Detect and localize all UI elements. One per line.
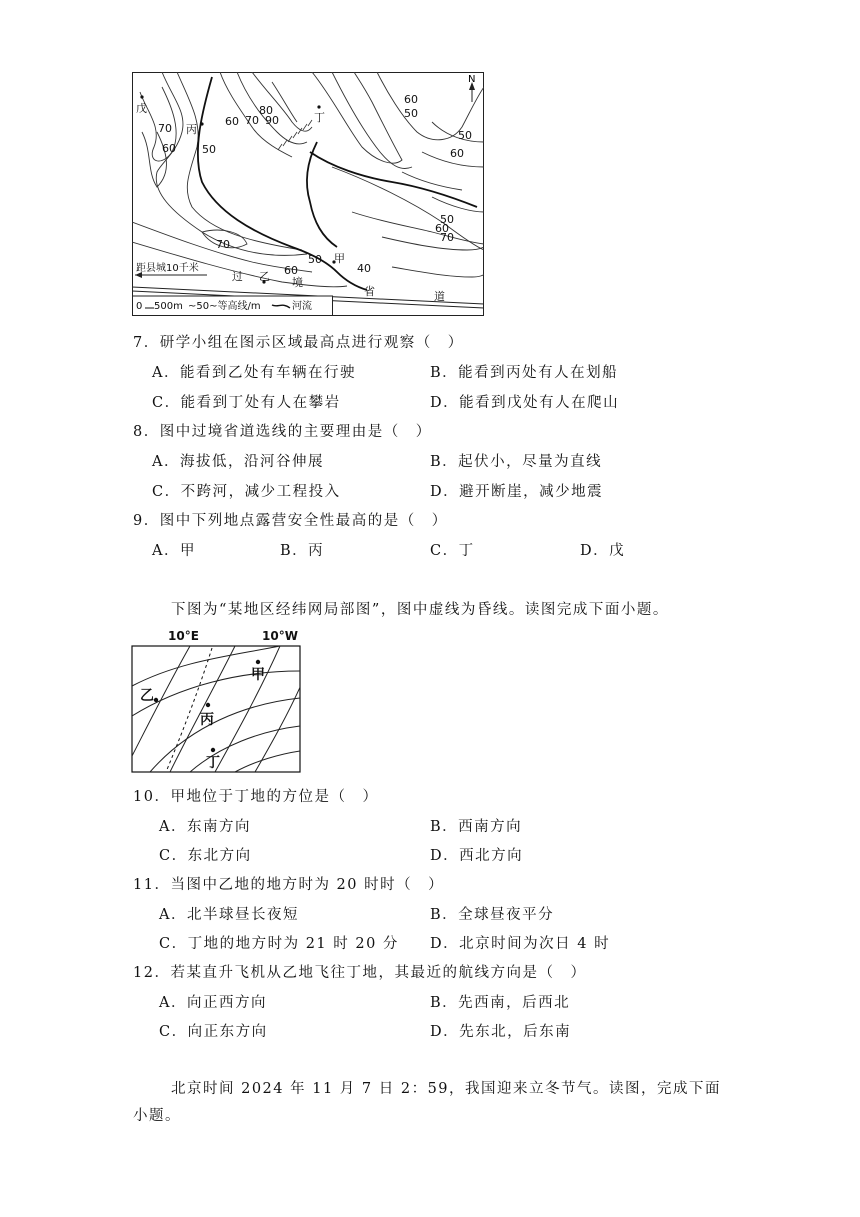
legend-river: 河流	[292, 301, 312, 312]
point-jia	[256, 660, 260, 664]
svg-text:80: 80	[259, 104, 273, 117]
q7-option-d[interactable]: D．能看到戊处有人在爬山	[430, 395, 620, 411]
question-12-stem: 12．若某直升飞机从乙地飞往丁地，其最近的航线方向是（ ）	[133, 965, 587, 981]
scale-500: 500m	[154, 301, 183, 312]
point-bing	[200, 122, 203, 125]
point-wu	[140, 95, 143, 98]
svg-text:60: 60	[284, 264, 298, 277]
q9-option-b[interactable]: B．丙	[280, 543, 325, 559]
road-char-4: 道	[434, 290, 445, 303]
svg-text:50: 50	[440, 213, 454, 226]
intro-paragraph-3: 北京时间 2024 年 11 月 7 日 2：59，我国迎来立冬节气。读图，完成下面小题。	[133, 1081, 722, 1124]
q7-option-a[interactable]: A．能看到乙处有车辆在行驶	[152, 365, 356, 381]
lon-label-10w: 10°W	[262, 629, 298, 643]
road-char-1: 过	[232, 270, 243, 283]
q12-option-d[interactable]: D．先东北，后东南	[430, 1024, 572, 1040]
svg-text:60: 60	[162, 142, 176, 155]
label-yi: 乙	[140, 688, 154, 704]
north-label: N	[468, 74, 476, 85]
svg-text:90: 90	[265, 114, 279, 127]
svg-text:60: 60	[450, 147, 464, 160]
q7-option-b[interactable]: B．能看到丙处有人在划船	[430, 365, 619, 381]
legend-contour: ~50~等高线/m	[188, 301, 261, 312]
question-8-stem: 8．图中过境省道选线的主要理由是（ ）	[133, 424, 432, 440]
q12-option-b[interactable]: B．先西南，后西北	[430, 995, 571, 1011]
q9-option-a[interactable]: A．甲	[152, 543, 196, 559]
q8-option-b[interactable]: B．起伏小，尽量为直线	[430, 454, 603, 470]
label-bing: 丙	[186, 123, 197, 136]
q11-option-c[interactable]: C．丁地的地方时为 21 时 20 分	[159, 936, 399, 952]
svg-text:70: 70	[440, 231, 454, 244]
q7-option-c[interactable]: C．能看到丁处有人在攀岩	[152, 395, 341, 411]
svg-text:50: 50	[458, 129, 472, 142]
svg-text:50: 50	[202, 143, 216, 156]
label-bing: 丙	[200, 712, 214, 728]
point-yi	[154, 698, 158, 702]
label-jia: 甲	[251, 667, 265, 683]
svg-text:60: 60	[225, 115, 239, 128]
q8-option-c[interactable]: C．不跨河，减少工程投入	[152, 484, 341, 500]
graticule-map	[130, 626, 305, 776]
label-wu: 戊	[136, 102, 147, 115]
contour-map	[132, 72, 484, 316]
question-7-stem: 7．研学小组在图示区域最高点进行观察（ ）	[133, 335, 464, 351]
q10-option-c[interactable]: C．东北方向	[159, 848, 252, 864]
q8-option-d[interactable]: D．避开断崖，减少地震	[430, 484, 604, 500]
label-yi: 乙	[259, 270, 270, 283]
road-char-3: 省	[364, 285, 375, 298]
svg-text:60: 60	[404, 93, 418, 106]
svg-text:70: 70	[216, 238, 230, 251]
svg-text:40: 40	[357, 262, 371, 275]
scale-zero: 0	[136, 301, 143, 312]
point-ding	[211, 748, 215, 752]
question-9-stem: 9．图中下列地点露营安全性最高的是（ ）	[133, 513, 448, 529]
svg-text:50: 50	[308, 253, 322, 266]
q11-option-b[interactable]: B．全球昼夜平分	[430, 907, 555, 923]
q9-option-c[interactable]: C．丁	[430, 543, 475, 559]
point-ding	[317, 105, 320, 108]
q11-option-d[interactable]: D．北京时间为次日 4 时	[430, 936, 611, 952]
q12-option-a[interactable]: A．向正西方向	[159, 995, 267, 1011]
q10-option-a[interactable]: A．东南方向	[159, 819, 251, 835]
distance-label: 距县城10千米	[136, 263, 199, 274]
point-bing	[206, 703, 210, 707]
question-10-stem: 10．甲地位于丁地的方位是（ ）	[133, 789, 379, 805]
lon-label-10e: 10°E	[168, 629, 199, 643]
road-char-2: 境	[292, 276, 303, 289]
svg-text:50: 50	[404, 107, 418, 120]
svg-text:60: 60	[435, 222, 449, 235]
label-ding: 丁	[314, 111, 325, 124]
q8-option-a[interactable]: A．海拔低，沿河谷伸展	[152, 454, 324, 470]
q10-option-d[interactable]: D．西北方向	[430, 848, 524, 864]
q9-option-d[interactable]: D．戊	[580, 543, 626, 559]
q10-option-b[interactable]: B．西南方向	[430, 819, 523, 835]
svg-text:70: 70	[245, 114, 259, 127]
q11-option-a[interactable]: A．北半球昼长夜短	[159, 907, 299, 923]
q12-option-c[interactable]: C．向正东方向	[159, 1024, 268, 1040]
label-jia: 甲	[334, 252, 345, 265]
question-11-stem: 11．当图中乙地的地方时为 20 时时（ ）	[133, 877, 445, 893]
svg-text:70: 70	[158, 122, 172, 135]
intro-paragraph-2: 下图为“某地区经纬网局部图”，图中虚线为昏线。读图完成下面小题。	[171, 602, 669, 618]
label-ding: 丁	[206, 755, 220, 771]
